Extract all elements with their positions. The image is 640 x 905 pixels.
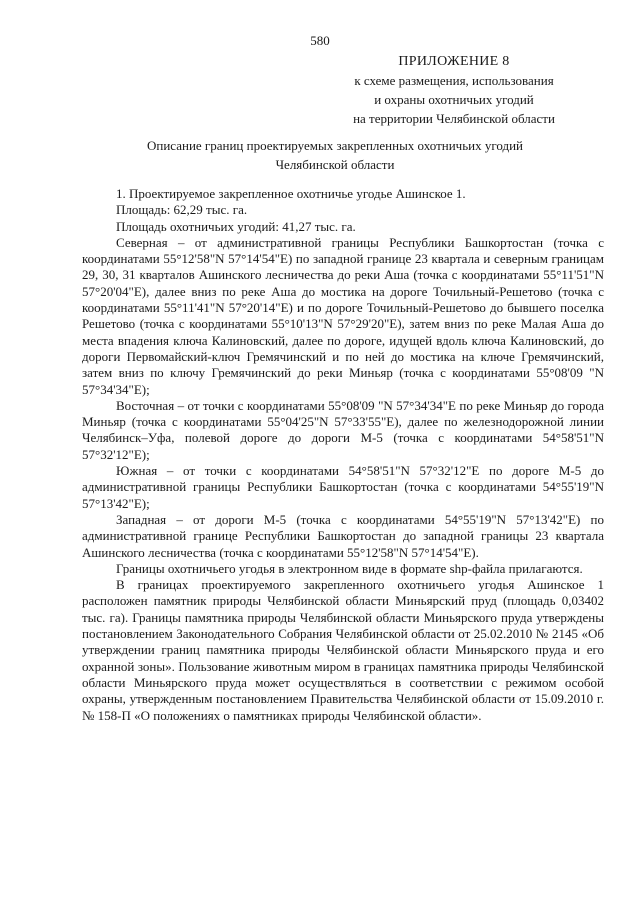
- appendix-heading: ПРИЛОЖЕНИЕ 8: [398, 54, 510, 69]
- appendix-line: и охраны охотничьих угодий: [374, 92, 534, 107]
- document-body: [82, 186, 604, 724]
- area-total: Площадь: 62,29 тыс. га.: [116, 202, 248, 218]
- title-line: Описание границ проектируемых закрепленных охотничьих угодий: [146, 138, 523, 153]
- shp-note: Границы охотничьего угодья в электронном виде в формате shp-файла прилагаются.: [116, 560, 583, 576]
- document-title: [60, 136, 610, 174]
- boundary-north: Северная – от административной границы Республики Башкортостан (точка с координатами 55°12'58"N 57°14'54"E) по западной границе 23 квартала и северным границам 29, 30, 31 кварталов Ашинского лесничества до реки Аша (точка с координатами 55°11'51"N 57°20'04"E), далее вниз по реке Аша до мостика на дороге Точильный-Решетово (точка с координатами 55°11'41"N 57°20'14"E) и по дороге Точильный-Решетово до бывшего поселка Решетово (точка с координатами 55°10'13"N 57°29'20"E), затем вниз по реке Малая Аша до места впадения ключа Калиновский, далее по дороге, идущей вдоль ключа Калиновский, до дороги Первомайский-ключ Гремячинский и по ней до мостика на ключе Гремячинский, затем вниз по ключу Гремячинский до реки Миньяр (точка с координатами 55°08'09 "N 57°34'34"E);: [82, 234, 604, 397]
- boundary-west: Западная – от дороги М-5 (точка с координатами 54°55'19"N 57°13'42"E) по административной границе Республики Башкортостан до западной границы 23 квартала Ашинского лесничества (точка с координатами 55°12'58"N 57°14'54"E).: [82, 511, 604, 560]
- nature-monument-paragraph: В границах проектируемого закрепленного охотничьего угодья Ашинское 1 расположен памятник природы Челябинской области Миньярский пруд (площадь 0,03402 тыс. га). Границы памятника природы Челябинской области Миньярского пруда утверждены постановлением Законодательного Собрания Челябинской области от 25.02.2010 № 2145 «Об утверждении границ памятника природы Челябинской области Миньярского пруда и его охранной зоны». Пользование животным миром в границах памятника природы Челябинской области Миньярского пруда может осуществляться в соответствии с режимом особой охраны, утвержденным постановлением Правительства Челябинской области от 15.09.2010 г. № 158-П «О положениях о памятниках природы Челябинской области».: [82, 577, 604, 723]
- page-number: 580: [310, 33, 330, 48]
- boundary-east: Восточная – от точки с координатами 55°08'09 "N 57°34'34"E по реке Миньяр до города Миньяр (точка с координатами 55°04'25"N 57°33'55"E), далее по железнодорожной линии Челябинск–Уфа, полевой дороге до дороги М-5 (точка с координатами 54°58'51"N 57°32'12"E);: [82, 397, 604, 462]
- boundary-south: Южная – от точки с координатами 54°58'51"N 57°32'12"E по дороге М-5 до административной границы Республики Башкортостан (точка с координатами 54°55'19"N 57°13'42"E);: [82, 463, 604, 511]
- area-hunting: Площадь охотничьих угодий: 41,27 тыс. га.: [116, 218, 356, 234]
- appendix-line: к схеме размещения, использования: [354, 73, 554, 88]
- section-heading: 1. Проектируемое закрепленное охотничье угодье Ашинское 1.: [116, 186, 466, 201]
- appendix-header: [324, 52, 584, 128]
- title-line: Челябинской области: [275, 157, 395, 172]
- appendix-line: на территории Челябинской области: [353, 111, 555, 126]
